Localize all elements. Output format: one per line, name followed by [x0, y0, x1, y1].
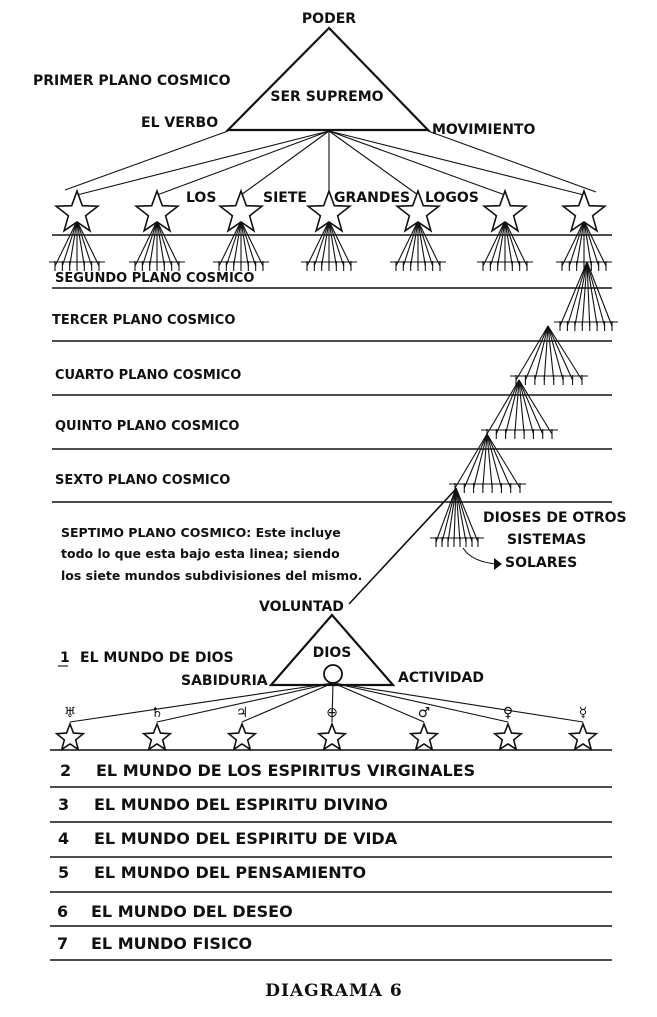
planet-star	[229, 724, 256, 749]
descent-fan-ray	[548, 326, 573, 380]
label-ser-supremo: SER SUPREMO	[270, 89, 384, 105]
label-siete: SIETE	[263, 190, 307, 206]
arrow-other-gods	[463, 548, 497, 564]
logos-fan	[390, 221, 446, 271]
planet-symbol: ♂	[417, 705, 431, 721]
ray-to-logos-star	[329, 131, 505, 195]
label-actividad: ACTIVIDAD	[398, 670, 484, 686]
label-tercer-plano: TERCER PLANO COSMICO	[52, 313, 236, 328]
descent-fan-ray	[519, 380, 552, 434]
label-solares: SOLARES	[505, 555, 578, 571]
descent-fan-ray	[455, 434, 487, 488]
world-6-label: EL MUNDO DEL DESEO	[91, 902, 293, 921]
planet-symbol: ♀	[502, 705, 514, 721]
label-septimo-line1: SEPTIMO PLANO COSMICO: Este incluye	[61, 525, 341, 540]
descent-fan-ray	[436, 488, 456, 542]
arrow-head-other-gods	[494, 558, 502, 570]
label-movimiento: MOVIMIENTO	[432, 122, 536, 138]
ray-to-logos-star	[241, 131, 329, 195]
label-septimo-line3: los siete mundos subdivisiones del mismo.	[61, 568, 363, 583]
logos-fan	[477, 221, 533, 271]
label-cuarto-plano: CUARTO PLANO COSMICO	[55, 368, 242, 383]
dios-circle	[324, 665, 342, 683]
label-grandes: GRANDES	[334, 190, 411, 206]
world-5-number: 5	[58, 863, 70, 882]
ray-to-logos-star	[329, 131, 584, 195]
label-segundo-plano: SEGUNDO PLANO COSMICO	[55, 271, 255, 286]
label-voluntad: VOLUNTAD	[259, 599, 344, 615]
planet-star	[57, 724, 84, 749]
planet-symbol: ♅	[63, 705, 77, 721]
descent-fan-ray	[587, 262, 612, 326]
world-5-label: EL MUNDO DEL PENSAMIENTO	[94, 863, 367, 882]
world-6-number: 6	[57, 902, 69, 921]
world-4-label: EL MUNDO DEL ESPIRITU DE VIDA	[94, 829, 398, 848]
world-1-label: EL MUNDO DE DIOS	[80, 650, 234, 666]
planet-star	[570, 724, 597, 749]
label-septimo-line2: todo lo que esta bajo esta linea; siendo	[61, 546, 340, 561]
label-dios: DIOS	[312, 645, 352, 661]
logos-fan	[49, 221, 105, 271]
world-3-label: EL MUNDO DEL ESPIRITU DIVINO	[94, 795, 388, 814]
descent-fan	[449, 434, 526, 493]
ray-outer-right	[428, 131, 596, 192]
planet-symbol: ♃	[235, 705, 249, 721]
world-1-number: 1	[60, 650, 70, 666]
world-2-number: 2	[60, 761, 72, 780]
descent-fan	[554, 262, 618, 331]
descent-fan-ray	[487, 434, 520, 488]
world-7-number: 7	[57, 934, 69, 953]
world-4-number: 4	[58, 829, 70, 848]
world-3-number: 3	[58, 795, 70, 814]
label-sexto-plano: SEXTO PLANO COSMICO	[55, 473, 231, 488]
planet-ray	[333, 683, 424, 722]
ray-to-logos-star	[329, 131, 418, 195]
planet-symbol: ☿	[578, 705, 588, 721]
planet-star	[495, 724, 522, 749]
world-2-label: EL MUNDO DE LOS ESPIRITUS VIRGINALES	[96, 761, 476, 780]
label-logos: LOGOS	[425, 190, 479, 206]
line-to-voluntad	[349, 490, 455, 604]
supreme-being-triangle	[228, 28, 428, 130]
seven-planets	[57, 683, 597, 749]
logos-fan	[301, 221, 357, 271]
seven-logos-stars	[49, 191, 612, 271]
label-primer-plano: PRIMER PLANO COSMICO	[33, 73, 231, 89]
descent-fan-ray	[487, 380, 519, 434]
logos-rays	[65, 131, 596, 195]
label-sistemas: SISTEMAS	[507, 532, 587, 548]
planet-star	[411, 724, 438, 749]
logos-fan	[129, 221, 185, 271]
descent-fan	[510, 326, 588, 385]
diagram-caption: DIAGRAMA 6	[265, 981, 403, 1001]
logos-fan	[213, 221, 269, 271]
descent-fan-ray	[516, 326, 548, 380]
label-dioses-de-otros: DIOSES DE OTROS	[483, 510, 627, 526]
label-los: LOS	[186, 190, 217, 206]
descending-fans	[430, 262, 618, 547]
descent-fan	[430, 488, 484, 547]
label-quinto-plano: QUINTO PLANO COSMICO	[55, 419, 240, 434]
label-poder: PODER	[301, 11, 357, 27]
world-7-label: EL MUNDO FISICO	[91, 934, 253, 953]
planet-symbol: ⊕	[326, 705, 338, 721]
descent-fan	[481, 380, 558, 439]
label-sabiduria: SABIDURIA	[181, 673, 268, 689]
ray-outer-left	[65, 131, 228, 190]
logos-fan	[556, 221, 612, 271]
planet-star	[144, 724, 171, 749]
planet-symbol: ♄	[150, 705, 164, 721]
planet-star	[319, 724, 346, 749]
label-el-verbo: EL VERBO	[141, 115, 219, 131]
ray-to-logos-star	[157, 131, 329, 195]
planet-ray	[333, 683, 583, 722]
